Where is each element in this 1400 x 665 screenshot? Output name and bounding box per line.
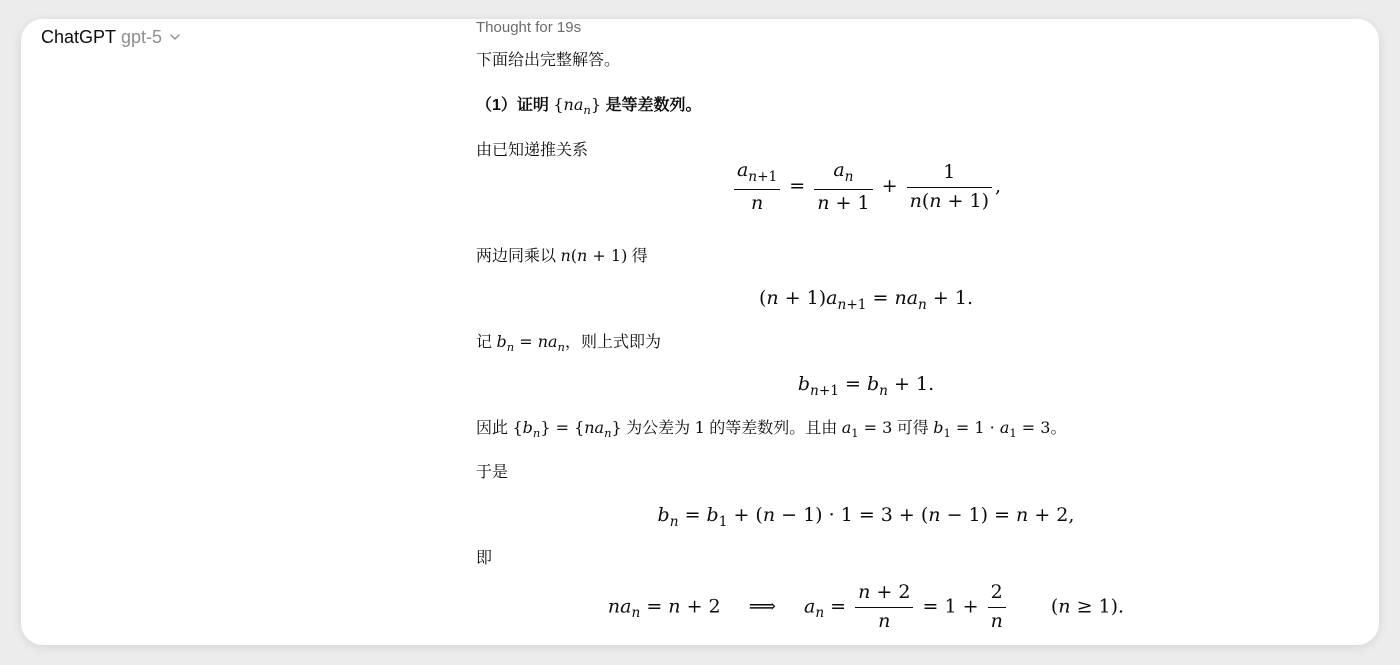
intro-label: 下面给出完整解答。 xyxy=(476,52,621,69)
math-inline: $a_1 = 3$ xyxy=(841,418,893,441)
conclude-c: 的等差数列。且由 xyxy=(704,420,842,437)
part1-prefix: （1）证明 xyxy=(476,97,554,114)
thought-toggle[interactable]: Thought for 19s xyxy=(476,19,582,36)
recurrence-label: 由已知递推关系 xyxy=(476,142,589,159)
equation-bn-formula: $b_n = b_1 + (n - 1) \cdot 1 = 3 + (n - 1) = n + 2$, xyxy=(657,504,1075,530)
conclude-b: 为公差为 xyxy=(621,420,695,437)
define-text xyxy=(476,334,661,354)
recurrence-text xyxy=(476,143,588,159)
conclude-d: 可得 xyxy=(892,420,934,437)
math-inline: $b_1 = 1 \cdot a_1 = 3$ xyxy=(933,418,1051,441)
chevron-down-icon xyxy=(169,31,181,43)
conclusion-text xyxy=(476,420,1067,440)
equation-recurrence: $\frac{a_{n+1}}{n}$ = $\frac{a_n}{n + 1}$ + $\frac{1}{n(n + 1)}$ , xyxy=(476,160,1256,214)
math-inline: 1 xyxy=(694,418,705,437)
ie-text xyxy=(476,551,492,567)
intro-text xyxy=(476,53,620,69)
equation-multiplied: $(n + 1)a_{n+1} = na_n + 1$. xyxy=(759,287,973,313)
multiply-suffix: 得 xyxy=(627,248,648,265)
multiply-text xyxy=(476,248,648,265)
multiply-prefix: 两边同乘以 xyxy=(476,248,561,265)
math-inline: $b_n = na_n$ xyxy=(496,332,565,355)
define-prefix: 记 xyxy=(476,334,497,351)
conclude-a: 因此 xyxy=(476,420,513,437)
equation-b-recurrence: $b_{n+1} = b_n + 1$. xyxy=(797,373,935,399)
thus-text xyxy=(476,465,508,481)
math-inline: $\{b_n\} = \{na_n\}$ xyxy=(512,418,622,441)
thus-label: 于是 xyxy=(476,464,509,481)
model-selector[interactable] xyxy=(41,26,181,48)
define-suffix: ，则上式即为 xyxy=(564,334,661,351)
part1-heading xyxy=(476,97,701,117)
math-inline: $\{na_n\}$ xyxy=(553,95,601,118)
model-version: gpt-5 xyxy=(121,26,163,47)
equation-an-formula: $na_n = n + 2$ ⟹ $a_n$ = $\frac{n + 2}{n}$ = 1 + $\frac{2}{n}$ (n ≥ 1). xyxy=(607,581,1125,632)
conclude-e: 。 xyxy=(1050,420,1067,437)
chat-window xyxy=(21,19,1379,645)
model-name: ChatGPT xyxy=(41,26,117,47)
math-inline: n(n + 1) xyxy=(560,246,628,265)
part1-suffix: 是等差数列。 xyxy=(601,97,702,114)
ie-label: 即 xyxy=(476,550,493,567)
